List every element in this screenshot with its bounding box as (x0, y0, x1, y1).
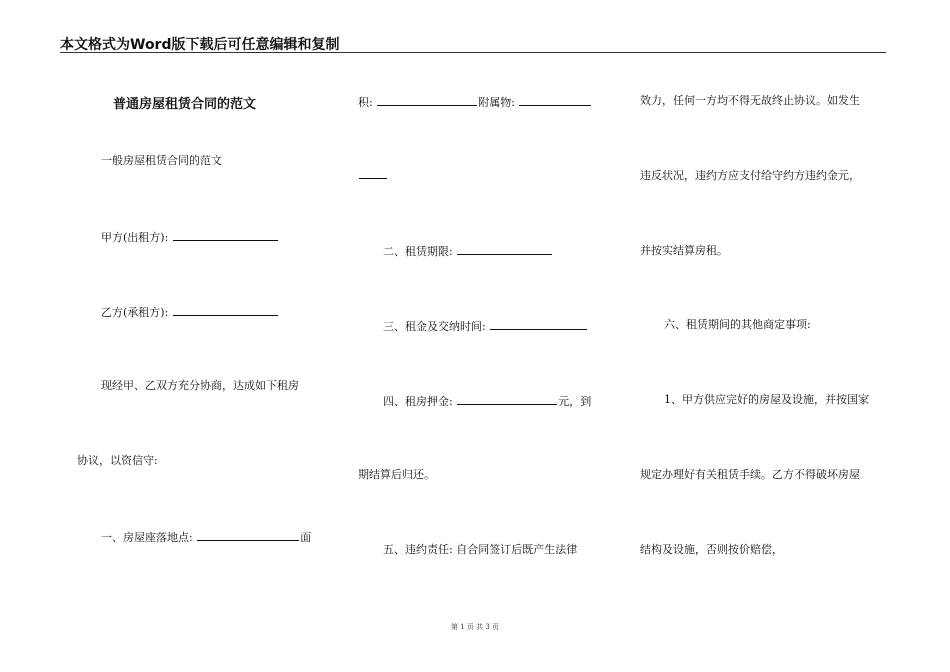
clause-4-cont: 期结算后归还。 (358, 468, 435, 481)
party-a-line (101, 229, 279, 245)
attached-blank (519, 94, 591, 106)
clause-1-label: 一、房屋座落地点: (101, 531, 197, 544)
term-blank (457, 243, 552, 255)
clause-3-line (383, 318, 588, 334)
intro-text-2: 协议，以资信守: (77, 454, 158, 467)
area-blank (377, 94, 477, 106)
clause-1-line (101, 529, 311, 545)
deposit-blank (457, 393, 557, 405)
rent-time-blank (490, 318, 587, 330)
clause-1-tail: 面 (300, 531, 312, 544)
party-b-line (101, 304, 279, 320)
attached-label: 附属物: (478, 96, 519, 109)
clause-4-line (383, 393, 591, 409)
party-b-label: 乙方(承租方): (101, 306, 172, 319)
col3-line-1: 效力，任何一方均不得无故终止协议。如发生 (640, 94, 860, 107)
location-blank (197, 529, 299, 541)
attached-cont-line (358, 167, 388, 183)
clause-5-line: 五、违约责任: 自合同签订后既产生法律 (383, 543, 578, 556)
header-title: 本文格式为Word版下载后可任意编辑和复制 (60, 37, 340, 53)
document-title: 普通房屋租赁合同的范文 (113, 97, 257, 112)
clause-4-tail: 元，到 (558, 395, 592, 408)
intro-text-1: 现经甲、乙双方充分协商，达成如下租房 (101, 379, 299, 392)
clause-4-label: 四、租房押金: (383, 395, 457, 408)
clause-3-label: 三、租金及交纳时间: (383, 320, 490, 333)
party-a-blank (173, 229, 278, 241)
item-1-line-a: 1、甲方供应完好的房屋及设施，并按国家 (664, 393, 869, 406)
item-1-line-b: 规定办理好有关租赁手续。乙方不得破坏房屋 (640, 468, 860, 481)
col3-line-2: 违反状况，违约方应支付给守约方违约金元， (640, 169, 860, 182)
clause-2-line (383, 243, 553, 259)
attached-blank-cont (359, 167, 387, 179)
item-1-line-c: 结构及设施，否则按价赔偿， (640, 543, 783, 556)
contract-subtitle: 一般房屋租赁合同的范文 (101, 154, 222, 167)
col3-line-3: 并按实结算房租。 (640, 244, 728, 257)
page-number: 第 1 页 共 3 页 (450, 623, 500, 631)
party-b-blank (173, 304, 278, 316)
clause-6-line: 六、租赁期间的其他商定事项: (664, 318, 811, 331)
clause-2-label: 二、租赁期限: (383, 245, 457, 258)
party-a-label: 甲方(出租方): (101, 231, 172, 244)
area-label: 积: (358, 96, 377, 109)
area-line (358, 94, 592, 110)
header-divider (60, 52, 886, 53)
